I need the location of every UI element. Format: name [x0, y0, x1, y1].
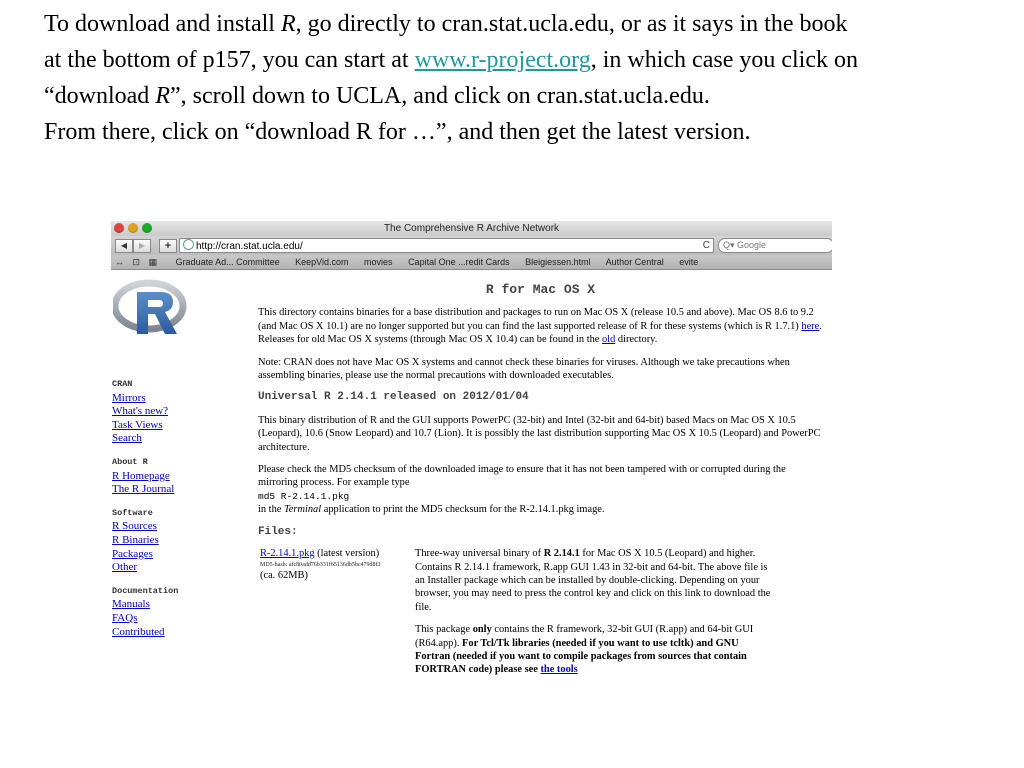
- text: Three-way universal binary of: [415, 548, 544, 560]
- text: contains the R framework, 32-bit GUI (R.app) and 64-bit GUI (R64.app).: [415, 624, 754, 649]
- nav-link-r-sources[interactable]: R Sources: [112, 520, 157, 533]
- add-bookmark-button[interactable]: +: [159, 239, 177, 253]
- forward-button[interactable]: ▶: [133, 239, 151, 253]
- nav-link-search[interactable]: Search: [112, 432, 142, 445]
- here-link[interactable]: here: [801, 320, 820, 332]
- md5-command: md5 R-2.14.1.pkg: [258, 490, 350, 502]
- text: Please check the MD5 checksum of the downloaded image to ensure that it has not been tampered with or corrupted during the mirroring process. For example type: [258, 464, 786, 489]
- r-italic: R: [280, 11, 296, 37]
- search-input[interactable]: Q▾ Google: [718, 238, 832, 253]
- sidebar-nav: [112, 378, 178, 639]
- latest-label: (latest version): [314, 548, 380, 560]
- note-paragraph: Note: CRAN does not have Mac OS X systems and cannot check these binaries for viruses. Although we take precautions when assembling binaries, please use the normal precautions with downloaded executables.: [258, 356, 790, 382]
- bookmark-tools-icons[interactable]: ↔ ⊡ ▦: [115, 257, 161, 267]
- text: “download: [44, 83, 156, 109]
- page-title: R for Mac OS X: [485, 282, 596, 297]
- r-italic: R: [155, 83, 170, 109]
- bookmark-item[interactable]: Bleigiessen.html: [525, 257, 591, 267]
- old-link[interactable]: old: [601, 334, 616, 346]
- text: This directory contains binaries for a base distribution and packages to run on Mac OS X (release 10.5 and above). Mac OS 8.6 to 9.2 (and Mac OS X 10.1) are no longer supported but you can find the last supported release of R for these systems (which is R 1.7.1): [258, 307, 814, 332]
- nav-link-r-journal[interactable]: The R Journal: [112, 483, 175, 496]
- section-heading-files: Files:: [258, 525, 298, 538]
- text: To download and install: [44, 11, 281, 37]
- slide-line-1: [44, 6, 1019, 42]
- text: at the bottom of p157, you can start at: [44, 47, 415, 73]
- text: in the: [258, 504, 284, 516]
- text: for Mac OS X 10.5 (Leopard) and higher. Contains R 2.14.1 framework, R.app GUI 1.43 in 32-bit and 64-bit. The above file is an Installer package which can be installed by double-clicking. Depending on your browser, you may need to press the control key and click on this link to download the file.: [415, 548, 771, 613]
- slide-line-2: [44, 42, 1019, 78]
- nav-header-documentation: Documentation: [112, 585, 179, 596]
- r-project-link[interactable]: www.r-project.org: [414, 47, 591, 73]
- bookmarks-bar: [111, 255, 832, 270]
- terminal-italic: Terminal: [283, 504, 322, 516]
- version-bold: R 2.14.1: [543, 548, 580, 560]
- nav-link-task-views[interactable]: Task Views: [112, 418, 163, 431]
- title-bar: [111, 221, 832, 236]
- checksum-paragraph: [258, 463, 823, 517]
- nav-link-manuals[interactable]: Manuals: [112, 598, 150, 611]
- slide-line-4: From there, click on “download R for …”, and then get the latest version.: [44, 119, 751, 145]
- text: application to print the MD5 checksum for the R-2.14.1.pkg image.: [321, 504, 605, 516]
- slide-line-3: [44, 78, 1019, 114]
- text: , go directly to cran.stat.ucla.edu, or as it says in the book: [295, 11, 848, 37]
- text: , in which case you click on: [590, 47, 858, 73]
- file-cell: [260, 547, 412, 582]
- files-table: [258, 547, 823, 687]
- nav-link-r-binaries[interactable]: R Binaries: [112, 533, 159, 546]
- bookmark-item[interactable]: evite: [679, 257, 699, 267]
- main-content: [258, 270, 823, 687]
- close-window-button[interactable]: [114, 223, 124, 233]
- tools-link[interactable]: the tools: [540, 664, 578, 676]
- window-controls: [114, 223, 152, 233]
- bookmark-item[interactable]: Graduate Ad... Committee: [175, 257, 280, 267]
- nav-header-cran: CRAN: [112, 379, 133, 389]
- only-bold: only: [472, 624, 492, 636]
- browser-window: [111, 221, 832, 731]
- nav-link-contributed[interactable]: Contributed: [112, 625, 165, 638]
- file-desc-1: [415, 547, 775, 614]
- nav-link-other[interactable]: Other: [112, 561, 138, 574]
- intro-paragraph: [258, 306, 823, 346]
- file-description: [415, 547, 775, 677]
- tcltk-bold: For Tcl/Tk libraries (needed if you want to use tcltk) and GNU Fortran (needed if you want to compile packages from sources that contain FORTRAN code) please see: [415, 637, 747, 676]
- text: . Releases for old Mac OS X systems (through Mac OS X 10.4) can be found in the: [258, 320, 822, 346]
- bookmark-item[interactable]: KeepVid.com: [295, 257, 349, 267]
- text: ”, scroll down to UCLA, and click on cran.stat.ucla.edu.: [169, 83, 710, 109]
- reload-icon[interactable]: C: [702, 240, 710, 251]
- bookmark-item[interactable]: movies: [364, 257, 393, 267]
- nav-link-packages[interactable]: Packages: [112, 547, 153, 560]
- site-icon: [183, 239, 194, 250]
- url-text: http://cran.stat.ucla.edu/: [196, 241, 303, 252]
- file-desc-2: [415, 623, 775, 677]
- section-heading-universal: Universal R 2.14.1 released on 2012/01/04: [258, 391, 529, 404]
- r-logo-icon[interactable]: [113, 278, 188, 338]
- text: directory.: [615, 334, 658, 346]
- nav-link-mirrors[interactable]: Mirrors: [112, 391, 146, 404]
- bookmark-item[interactable]: Author Central: [605, 257, 664, 267]
- md5-hash: MD5-hash: afc80add76b331f65136db5bc479d8f3: [260, 561, 381, 568]
- bookmark-item[interactable]: Capital One ...redit Cards: [408, 257, 510, 267]
- web-page: [111, 270, 832, 731]
- nav-link-r-homepage[interactable]: R Homepage: [112, 469, 170, 482]
- nav-header-about: About R: [112, 456, 148, 467]
- nav-header-software: Software: [112, 507, 153, 518]
- file-size: (ca. 62MB): [260, 569, 308, 581]
- nav-link-whats-new[interactable]: What's new?: [112, 405, 169, 418]
- slide-text: [44, 6, 1019, 150]
- address-bar[interactable]: [179, 238, 714, 253]
- window-title: The Comprehensive R Archive Network: [383, 223, 560, 234]
- minimize-window-button[interactable]: [128, 223, 138, 233]
- pkg-download-link[interactable]: R-2.14.1.pkg: [260, 548, 315, 560]
- text: This package: [415, 624, 473, 636]
- zoom-window-button[interactable]: [142, 223, 152, 233]
- nav-link-faqs[interactable]: FAQs: [112, 611, 138, 624]
- back-button[interactable]: ◀: [115, 239, 133, 253]
- browser-toolbar: [111, 236, 832, 255]
- binary-description: This binary distribution of R and the GUI supports PowerPC (32-bit) and Intel (32-bit and 64-bit) based Macs on Mac OS X 10.5 (Leopard), 10.6 (Snow Leopard) and 10.7 (Lion). It is possibly the last distribution supporting Mac OS X 10.5 (Leopard) and PowerPC architecture.: [258, 414, 821, 453]
